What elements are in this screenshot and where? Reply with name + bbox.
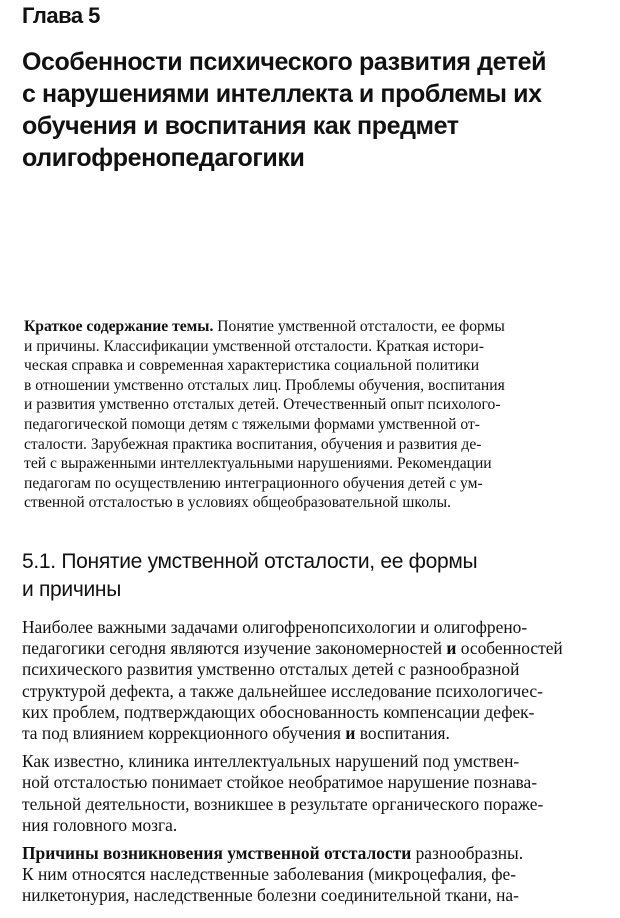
p1-text: педагогики сегодня являются изучение закономерностей xyxy=(22,638,447,659)
summary-line: тей с выраженными интеллектуальными нарушениями. Рекомендации xyxy=(24,455,492,473)
p1-bold-conjunction: и xyxy=(345,723,356,744)
p3-bold-lead: Причины возникновения умственной отсталости xyxy=(22,843,412,864)
chapter-label: Глава 5 xyxy=(22,3,100,28)
summary-line: педагогам по осуществлению интеграционного обучения детей с ум- xyxy=(24,474,483,492)
paragraph-2-line: Как известно, клиника интеллектуальных нарушений под умствен- xyxy=(22,751,520,772)
chapter-title-line: олигофренопедагогики xyxy=(22,144,305,172)
paragraph-1-line xyxy=(22,638,612,659)
section-heading xyxy=(22,548,612,604)
section-heading-line: 5.1. Понятие умственной отсталости, ее формы xyxy=(22,550,478,573)
p1-text: воспитания. xyxy=(355,723,450,744)
paragraph-gap xyxy=(22,836,612,843)
paragraph-2-line: ной отсталостью понимает стойкое необратимое нарушение познава- xyxy=(22,772,538,793)
paragraph-1-line xyxy=(22,723,612,744)
p1-bold-conjunction: и xyxy=(446,638,457,659)
paragraph-1-line: структурой дефекта, а также дальнейшее исследование психологичес- xyxy=(22,680,543,701)
chapter-title-line: обучения и воспитания как предмет xyxy=(22,112,459,140)
paragraph-1-line: ких проблем, подтверждающих обоснованность компенсации дефек- xyxy=(22,701,535,722)
summary-line: сталости. Зарубежная практика воспитания, обучения и развития де- xyxy=(24,435,482,453)
p1-text: особенностей xyxy=(456,638,563,659)
paragraph-3-line: нилкетонурия, наследственные болезни соединительной ткани, на- xyxy=(22,885,519,906)
paragraph-3-line: К ним относятся наследственные заболевания (микроцефалия, фе- xyxy=(22,864,517,885)
body-text xyxy=(22,617,612,907)
section-heading-line: и причины xyxy=(22,578,122,601)
summary-line: и причины. Классификации умственной отсталости. Краткая истори- xyxy=(24,337,484,355)
summary-first-line-rest: Понятие умственной отсталости, ее формы xyxy=(213,318,505,335)
summary-line: в отношении умственно отсталых лиц. Проблемы обучения, воспитания xyxy=(24,376,505,394)
paragraph-3-line xyxy=(22,843,612,864)
summary-line: ственной отсталостью в условиях общеобразовательной школы. xyxy=(24,494,451,512)
paragraph-2-line: ния головного мозга. xyxy=(22,814,178,835)
summary-line: педагогической помощи детям с тяжелыми формами умственной от- xyxy=(24,415,480,433)
chapter-title-line: Особенности психического развития детей xyxy=(22,48,547,76)
chapter-summary xyxy=(24,317,602,513)
chapter-title-line: с нарушениями интеллекта и проблемы их xyxy=(22,80,542,108)
p3-text: разнообразны. xyxy=(411,843,524,864)
summary-line xyxy=(24,317,602,337)
summary-line: ческая справка и современная характеристика социальной политики xyxy=(24,357,480,375)
paragraph-gap xyxy=(22,744,612,751)
summary-line: и развития умственно отсталых детей. Отечественный опыт психолого- xyxy=(24,396,501,414)
summary-lead: Краткое содержание темы. xyxy=(24,318,214,335)
paragraph-1-line: Наиболее важными задачами олигофренопсихологии и олигофрено- xyxy=(22,617,528,637)
paragraph-2-line: тельной деятельности, возникшее в результате органического пораже- xyxy=(22,793,544,814)
paragraph-1-line: психического развития умственно отсталых детей с разнообразной xyxy=(22,659,520,680)
p1-text: та под влиянием коррекционного обучения xyxy=(22,723,346,744)
chapter-title xyxy=(22,46,612,174)
